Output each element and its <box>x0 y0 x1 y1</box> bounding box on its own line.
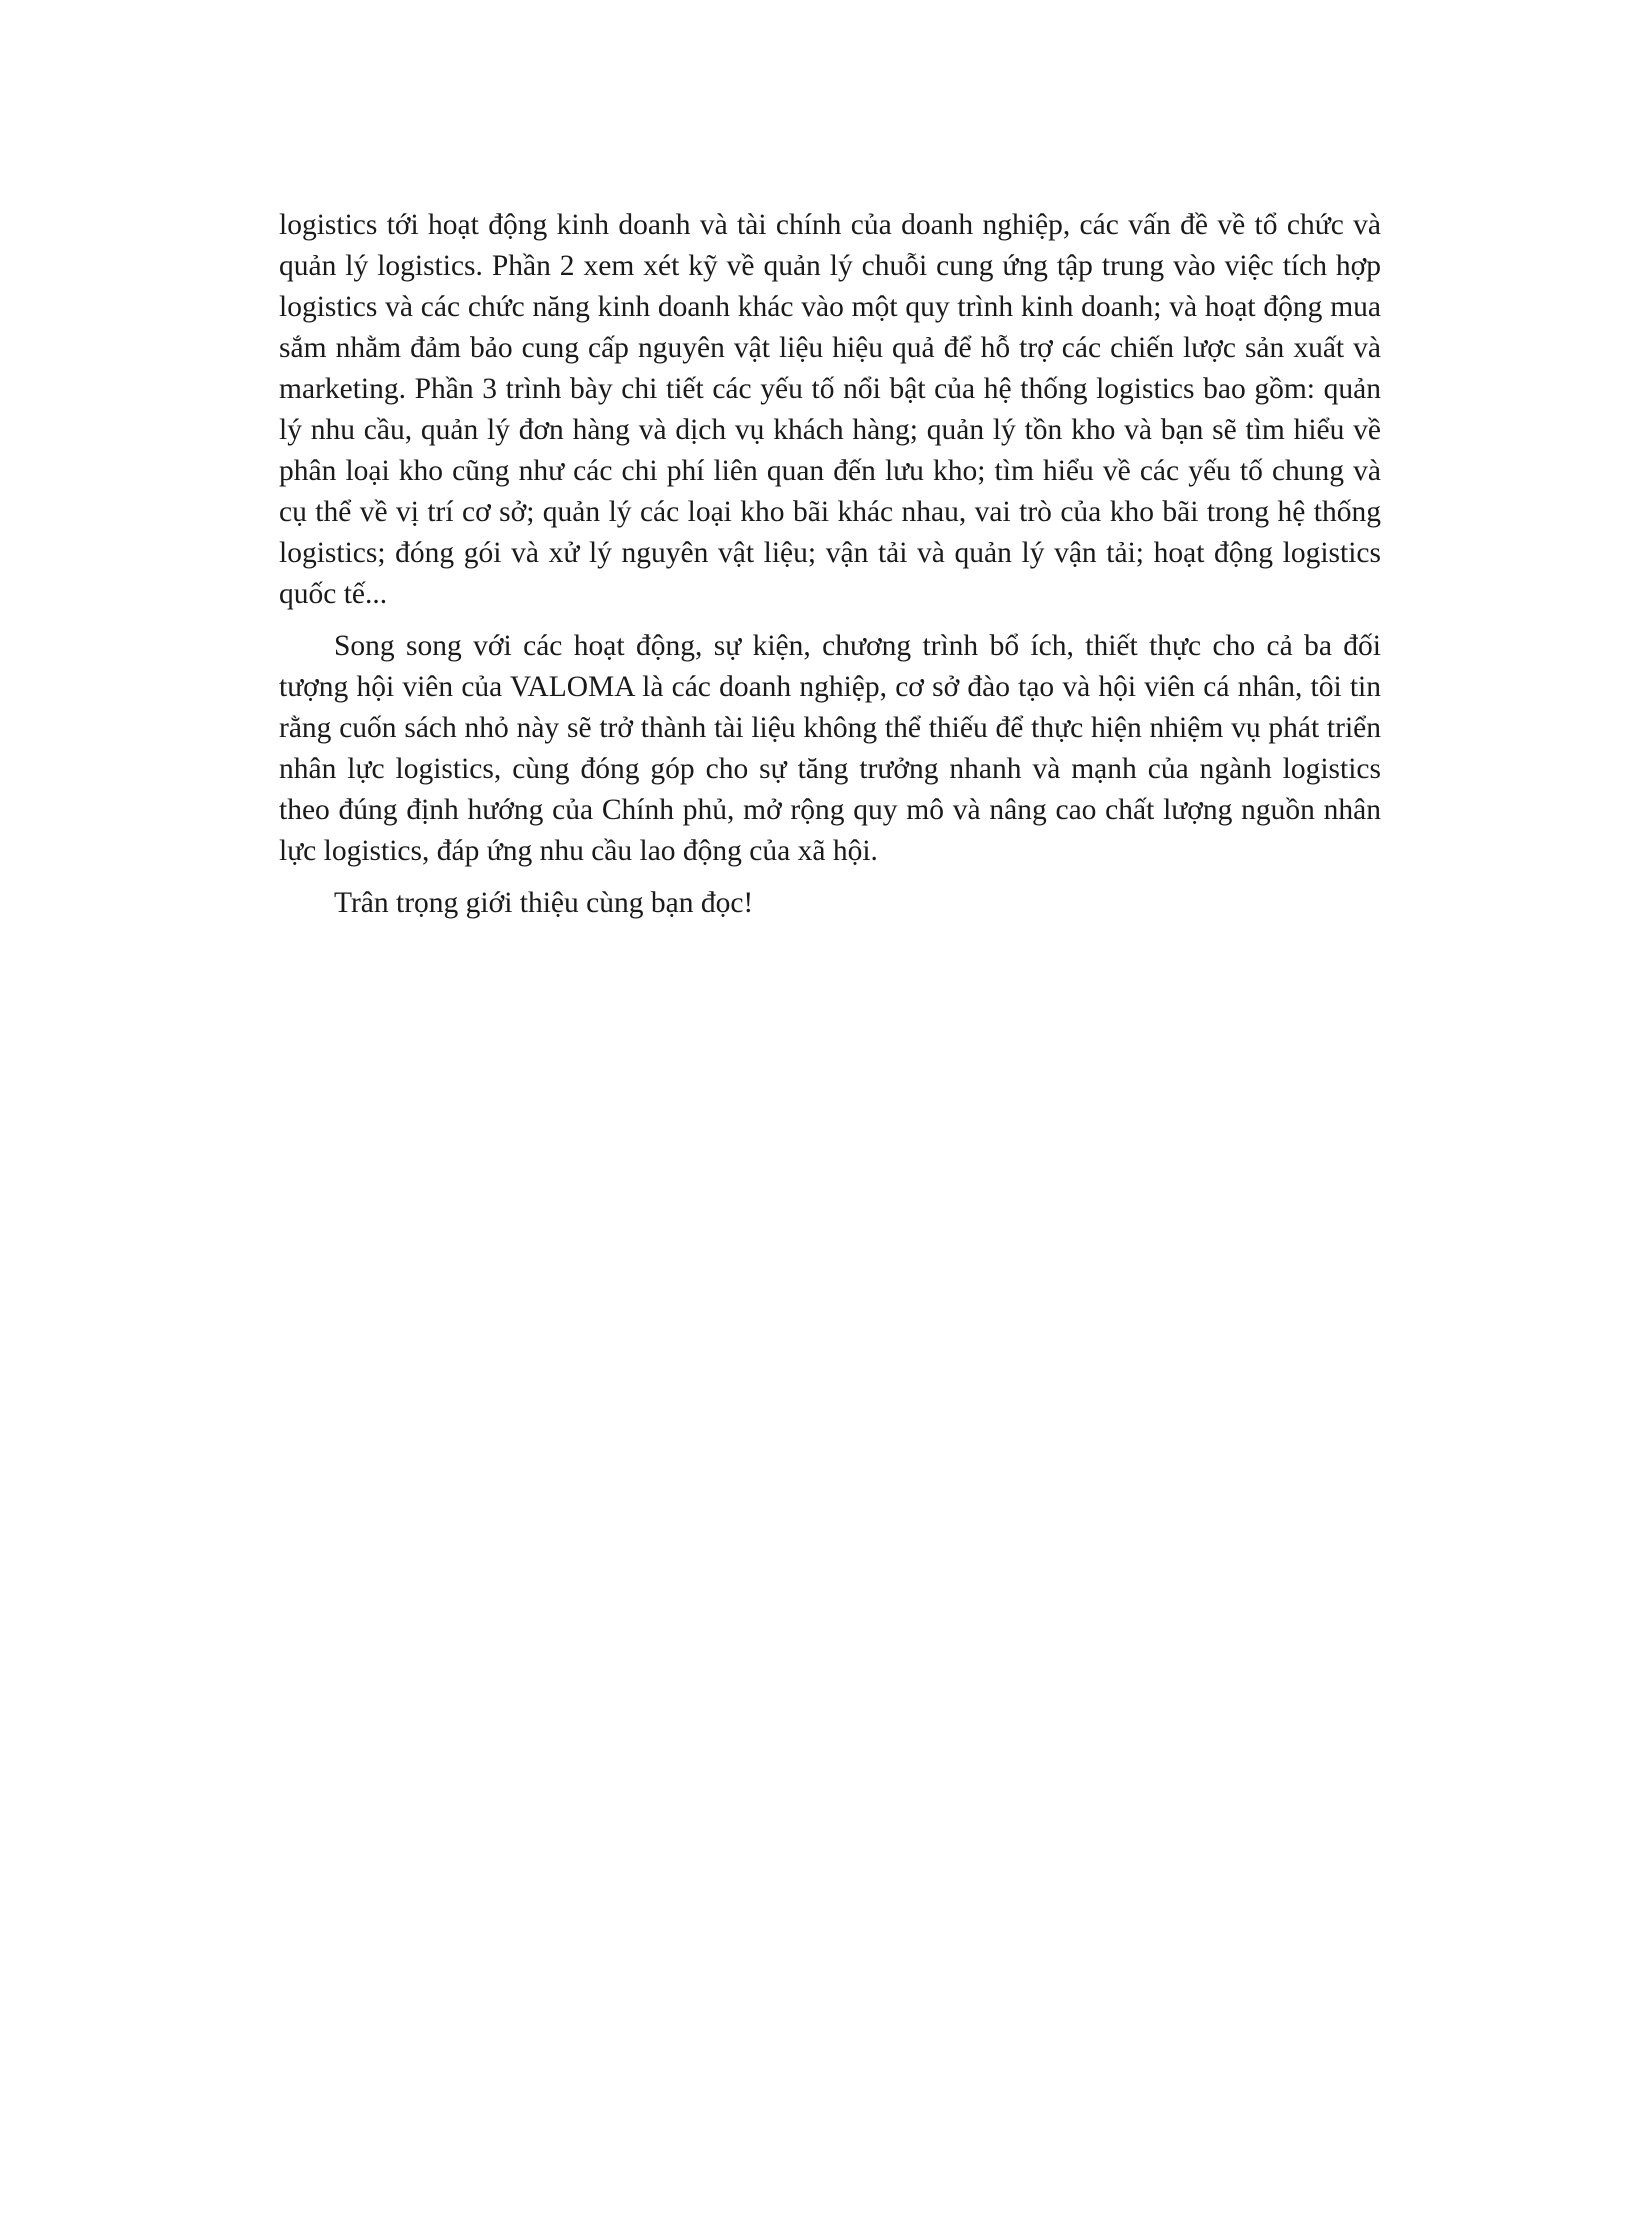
paragraph-valoma: Song song với các hoạt động, sự kiện, chương trình bổ ích, thiết thực cho cả ba đối tượng hội viên của VALOMA là các doanh nghiệp, cơ sở đào tạo và hội viên cá nhân, tôi tin rằng cuốn sách nhỏ này sẽ trở thành tài liệu không thể thiếu để thực hiện nhiệm vụ phát triển nhân lực logistics, cùng đóng góp cho sự tăng trưởng nhanh và mạnh của ngành logistics theo đúng định hướng của Chính phủ, mở rộng quy mô và nâng cao chất lượng nguồn nhân lực logistics, đáp ứng nhu cầu lao động của xã hội. <box>279 630 1381 867</box>
body-text <box>279 205 1381 935</box>
paragraph-closing: Trân trọng giới thiệu cùng bạn đọc! <box>334 887 754 919</box>
paragraph-continuation: logistics tới hoạt động kinh doanh và tài chính của doanh nghiệp, các vấn đề về tổ chức và quản lý logistics. Phần 2 xem xét kỹ về quản lý chuỗi cung ứng tập trung vào việc tích hợp logistics và các chức năng kinh doanh khác vào một quy trình kinh doanh; và hoạt động mua sắm nhằm đảm bảo cung cấp nguyên vật liệu hiệu quả để hỗ trợ các chiến lược sản xuất và marketing. Phần 3 trình bày chi tiết các yếu tố nổi bật của hệ thống logistics bao gồm: quản lý nhu cầu, quản lý đơn hàng và dịch vụ khách hàng; quản lý tồn kho và bạn sẽ tìm hiểu về phân loại kho cũng như các chi phí liên quan đến lưu kho; tìm hiểu về các yếu tố chung và cụ thể về vị trí cơ sở; quản lý các loại kho bãi khác nhau, vai trò của kho bãi trong hệ thống logistics; đóng gói và xử lý nguyên vật liệu; vận tải và quản lý vận tải; hoạt động logistics quốc tế... <box>279 209 1381 610</box>
